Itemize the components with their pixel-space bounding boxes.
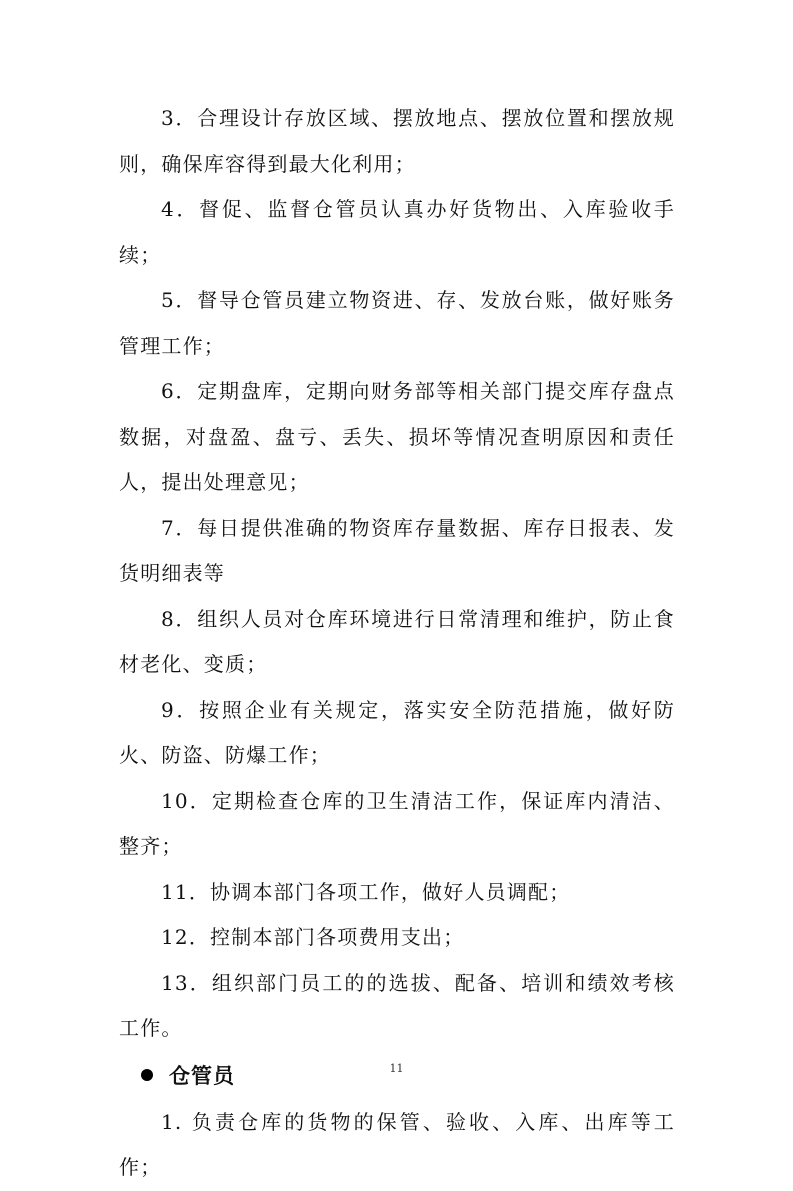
paragraph-text: 7．每日提供准确的物资库存量数据、库存日报表、发货明细表等 xyxy=(119,515,675,585)
paragraph-text: 9．按照企业有关规定，落实安全防范措施，做好防火、防盗、防爆工作； xyxy=(119,697,675,767)
paragraph-item-3 xyxy=(119,96,675,187)
section-heading-text: 仓管员 xyxy=(169,1063,235,1088)
paragraph-text: 4．督促、监督仓管员认真办好货物出、入库验收手续； xyxy=(119,197,675,267)
paragraph-item-12 xyxy=(119,915,675,961)
paragraph-item-13 xyxy=(119,961,675,1052)
paragraph-text: 13．组织部门员工的的选拔、配备、培训和绩效考核工作。 xyxy=(119,970,675,1040)
document-body xyxy=(119,96,675,1191)
paragraph-text: 8．组织人员对仓库环境进行日常清理和维护，防止食材老化、变质； xyxy=(119,606,675,676)
section-heading xyxy=(119,1052,675,1100)
paragraph-item-7 xyxy=(119,506,675,597)
paragraph-text: 10．定期检查仓库的卫生清洁工作，保证库内清洁、整齐； xyxy=(119,788,675,858)
paragraph-item-8 xyxy=(119,597,675,688)
paragraph-item-5 xyxy=(119,278,675,369)
paragraph-text: 3．合理设计存放区域、摆放地点、摆放位置和摆放规则，确保库容得到最大化利用； xyxy=(119,106,675,176)
paragraph-item-11 xyxy=(119,870,675,916)
paragraph-text: 12．控制本部门各项费用支出； xyxy=(161,925,465,949)
paragraph-item-10 xyxy=(119,779,675,870)
paragraph-text: 11．协调本部门各项工作，做好人员调配； xyxy=(161,879,571,904)
paragraph-text: 6．定期盘库，定期向财务部等相关部门提交库存盘点数据，对盘盈、盘亏、丢失、损坏等情况查明原因和责任人，提出处理意见； xyxy=(119,379,675,494)
page-number: 11 xyxy=(389,1062,404,1075)
paragraph-item-4 xyxy=(119,187,675,278)
paragraph-text: 5．督导仓管员建立物资进、存、发放台账，做好账务管理工作； xyxy=(119,288,675,358)
paragraph-text: 1. 负责仓库的货物的保管、验收、入库、出库等工作； xyxy=(119,1109,675,1179)
paragraph-item-6 xyxy=(119,369,675,506)
paragraph-item-9 xyxy=(119,688,675,779)
paragraph-item-warehouse-1 xyxy=(119,1100,675,1191)
